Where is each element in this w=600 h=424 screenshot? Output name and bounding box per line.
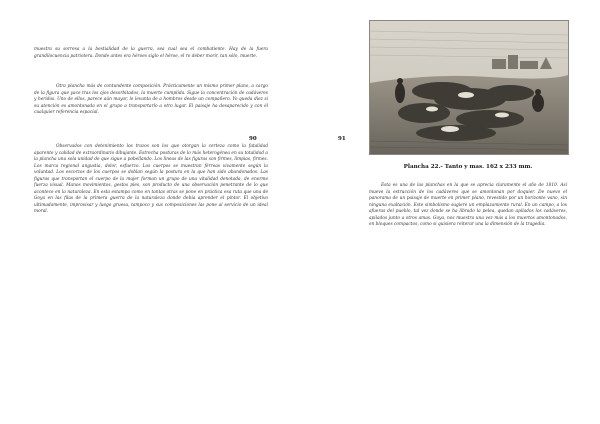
figure-caption: Plancha 22.- Tanto y mas. 162 x 233 mm.: [403, 164, 533, 170]
etching-scene: [370, 21, 568, 154]
body-paragraph-right: Esta es una de las planchas en la que se aprecia claramente el año de 1810. Así mueve la estrucción de los cadáveres que se amontonan por doquier. De nuevo el panorama de un paisaje de muerte en primer plano, revestido por un horizonte vano, sin ninguna exaltación. Este simbolismo sugiere un emplazamiento rural. En un campo, a los afueras del pueblo, tal vez donde se ha librado la pelea, quedan apilados los cadáveres, apilados junto a otros amas. Goya, nos muestra una vez más a los muertos amontonados, en bloques compactos, como si quisiera reiterar una la dimensión de la tragedia.: [369, 183, 567, 228]
page-number-left: 90: [249, 136, 257, 142]
body-paragraph-2: Otra plancha más de contundente composición. Prácticamente un mismo primer plano, a cargo de la figura que yace tras los ojos desorbitados, la muerte cumplida. Sigue la concentración de cadáveres y heridos. Uno de ellos, parece aún mayor, le levanta de a hombros desde un compañero. Yo queda diez si su atención es amontonada en el grupo a transportarlo a otro lugar. El paisaje ha desaparecido y con él cualquier referencia espacial.: [34, 84, 268, 116]
body-paragraph-3: Observados con detenimiento los trazos son los que otorgan la certeza como la fatalidad aparente y calidad de extraordinario dibujante. Estrecha posturas de lo más heterogénea en su totalidad a la plancha una sola unidad de que sigue a pobellando. Los lineas de las figuras son firmes, limpias, firmes. Los marca regional angustia, dolor, esfuerzo. Los cuerpos se muestran férreas vivamente según la voluntad. Los escorzos de los cuerpos se doblan según la postura en la que han sido abandonados. Las figuras que transportan el cuerpo de la mujer forman un grupo de una vitalidad denotada, de enorme fuerza visual. Manos movimientos, gestos pies, son producto de una observación penetrante de lo que acontece en la naturaleza. En esta estampa como en tantas otras se pone en práctica esa ruta que una de Goya en las filas de la primera guerra de la naturaleza donde debía aprender el pintor. El objetivo ultimadamente, improvisar y luego gruesa, tampoco y sus composiciones las pone al servicio de un ideal moral.: [34, 144, 268, 215]
etching-illustration: [369, 20, 569, 155]
body-paragraph-1: muestra su sorresa a la bestialidad de la guerra, sea cual sea el combatiente. Hay de la fuera grandilocuencia patriotera. Donde antes era héroes siglo el héroe, el ro deber morir, tan sólo, muerte.: [34, 47, 268, 59]
page-number-right: 91: [338, 136, 346, 142]
